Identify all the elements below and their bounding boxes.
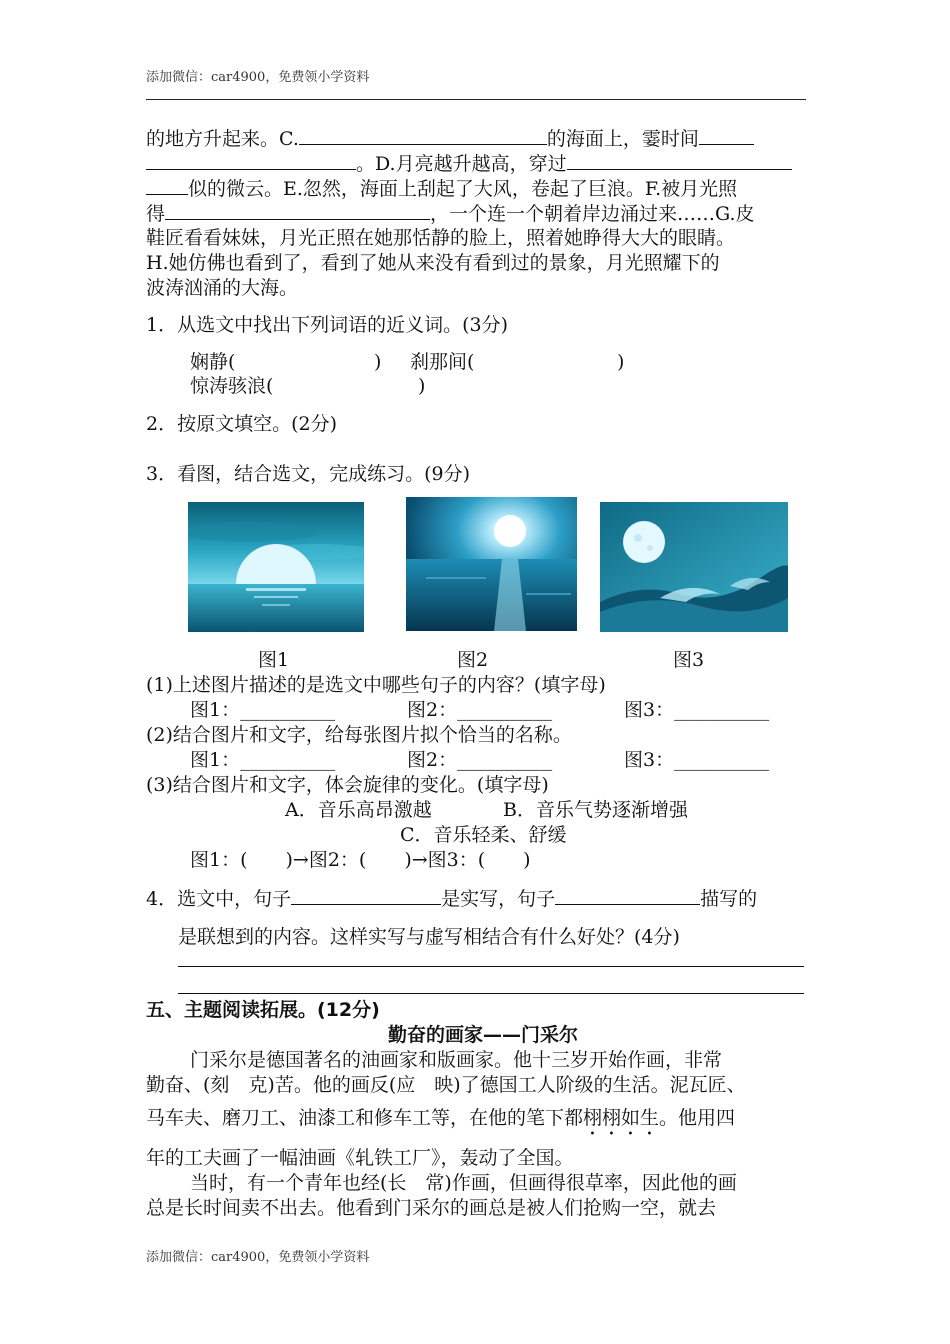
blank-c-2[interactable] [699, 126, 754, 145]
passage-line-6: H.她仿佛也看到了，看到了她从来没有看到过的景象，月光照耀下的 [146, 252, 720, 274]
q3-title: 3．看图，结合选文，完成练习。(9分) [146, 463, 471, 485]
q3-3-order[interactable]: 图1：( )→图2：( )→图3：( ) [190, 849, 531, 871]
q3-sub-2-answer-3: 图3：__________ [624, 749, 770, 771]
q3-1-blank-1[interactable]: __________ [240, 699, 336, 721]
header-rule [146, 99, 806, 100]
picture-3-art [600, 502, 788, 632]
blank-d-2[interactable] [146, 176, 188, 195]
blank-c[interactable] [299, 126, 547, 145]
q1-title: 1．从选文中找出下列词语的近义词。(3分) [146, 314, 509, 336]
page-header: 添加微信：car4900，免费领小学资料 [146, 70, 370, 85]
q1-word-3: 惊涛骇浪( [190, 375, 274, 397]
option-a: A．音乐高昂激越 [285, 799, 432, 821]
caption-1: 图1 [258, 649, 290, 671]
q3-2-blank-3[interactable]: __________ [674, 749, 770, 771]
q3-sub-1-answer-3: 图3：__________ [624, 699, 770, 721]
passage-line-7: 波涛汹涌的大海。 [146, 277, 299, 299]
blank-f[interactable] [165, 201, 430, 220]
q1-close-3: ) [418, 375, 426, 397]
caption-3: 图3 [673, 649, 705, 671]
q4-blank-2[interactable] [555, 886, 700, 905]
picture-2 [406, 497, 577, 631]
picture-3 [600, 502, 788, 632]
section-5-heading: 五、主题阅读拓展。(12分) [146, 999, 380, 1021]
passage-line-2: 。D.月亮越升越高，穿过 [146, 151, 792, 176]
picture-1-art [188, 502, 364, 632]
q3-sub-2: (2)结合图片和文字，给每张图片拟个恰当的名称。 [146, 724, 572, 746]
article-line-3: 马车夫、磨刀工、油漆工和修车工等，在他的笔下都栩栩如生。他用四 [146, 1107, 736, 1129]
q4-blank-1[interactable] [291, 886, 441, 905]
article-line-4: 年的工夫画了一幅油画《轧铁工厂》，轰动了全国。 [146, 1147, 574, 1169]
picture-1 [188, 502, 364, 632]
q3-2-blank-1[interactable]: __________ [240, 749, 336, 771]
option-b: B．音乐气势逐渐增强 [503, 799, 688, 821]
q3-sub-2-answer-1: 图1：__________ [190, 749, 336, 771]
q1-word-1: 娴静( [190, 351, 236, 373]
passage-line-5: 鞋匠看看妹妹，月光正照在她那恬静的脸上，照着她睁得大大的眼睛。 [146, 227, 736, 249]
q3-1-blank-3[interactable]: __________ [674, 699, 770, 721]
article-title: 勤奋的画家——门采尔 [388, 1024, 579, 1046]
q3-1-blank-2[interactable]: __________ [457, 699, 553, 721]
blank-c-3[interactable] [146, 151, 356, 170]
caption-2: 图2 [457, 649, 489, 671]
q4-line-1: 4．选文中，句子 是实写，句子 描写的 [146, 888, 758, 910]
q3-sub-1: (1)上述图片描述的是选文中哪些句子的内容？(填字母) [146, 674, 606, 696]
page-footer: 添加微信：car4900，免费领小学资料 [146, 1250, 370, 1265]
passage-line-4: 得 ，一个连一个朝着岸边涌过来……G.皮 [146, 203, 755, 225]
passage-line-3: 似的微云。E.忽然，海面上刮起了大风，卷起了巨浪。F.被月光照 [146, 176, 737, 201]
option-c: C．音乐轻柔、舒缓 [400, 824, 567, 846]
emphasized-idiom: 栩栩如生 [583, 1107, 660, 1129]
article-line-1: 门采尔是德国著名的油画家和版画家。他十三岁开始作画，非常 [190, 1049, 723, 1071]
q1-close-1: ) [374, 351, 382, 373]
picture-2-art [406, 497, 577, 631]
article-line-2: 勤奋、(刻 克)苦。他的画反(应 映)了德国工人阶级的生活。泥瓦匠、 [146, 1074, 746, 1096]
q3-sub-2-answer-2: 图2：__________ [407, 749, 553, 771]
q4-answer-line-1[interactable] [178, 966, 804, 967]
q1-word-2: 刹那间( [410, 351, 475, 373]
article-line-6: 总是长时间卖不出去。他看到门采尔的画总是被人们抢购一空，就去 [146, 1197, 717, 1219]
q1-close-2: ) [617, 351, 625, 373]
q2-title: 2．按原文填空。(2分) [146, 413, 338, 435]
q3-2-blank-2[interactable]: __________ [457, 749, 553, 771]
q3-sub-1-answer-2: 图2：__________ [407, 699, 553, 721]
q3-sub-3: (3)结合图片和文字，体会旋律的变化。(填字母) [146, 774, 549, 796]
q4-line-2: 是联想到的内容。这样实写与虚写相结合有什么好处？(4分) [178, 926, 680, 948]
blank-d[interactable] [567, 151, 792, 170]
q3-sub-1-answers: 图1：__________ [190, 699, 336, 721]
q4-answer-line-2[interactable] [178, 993, 804, 994]
passage-line-1: 的地方升起来。C. 的海面上，霎时间 [146, 126, 754, 151]
article-line-5: 当时，有一个青年也经(长 常)作画，但画得很草率，因此他的画 [190, 1172, 737, 1194]
